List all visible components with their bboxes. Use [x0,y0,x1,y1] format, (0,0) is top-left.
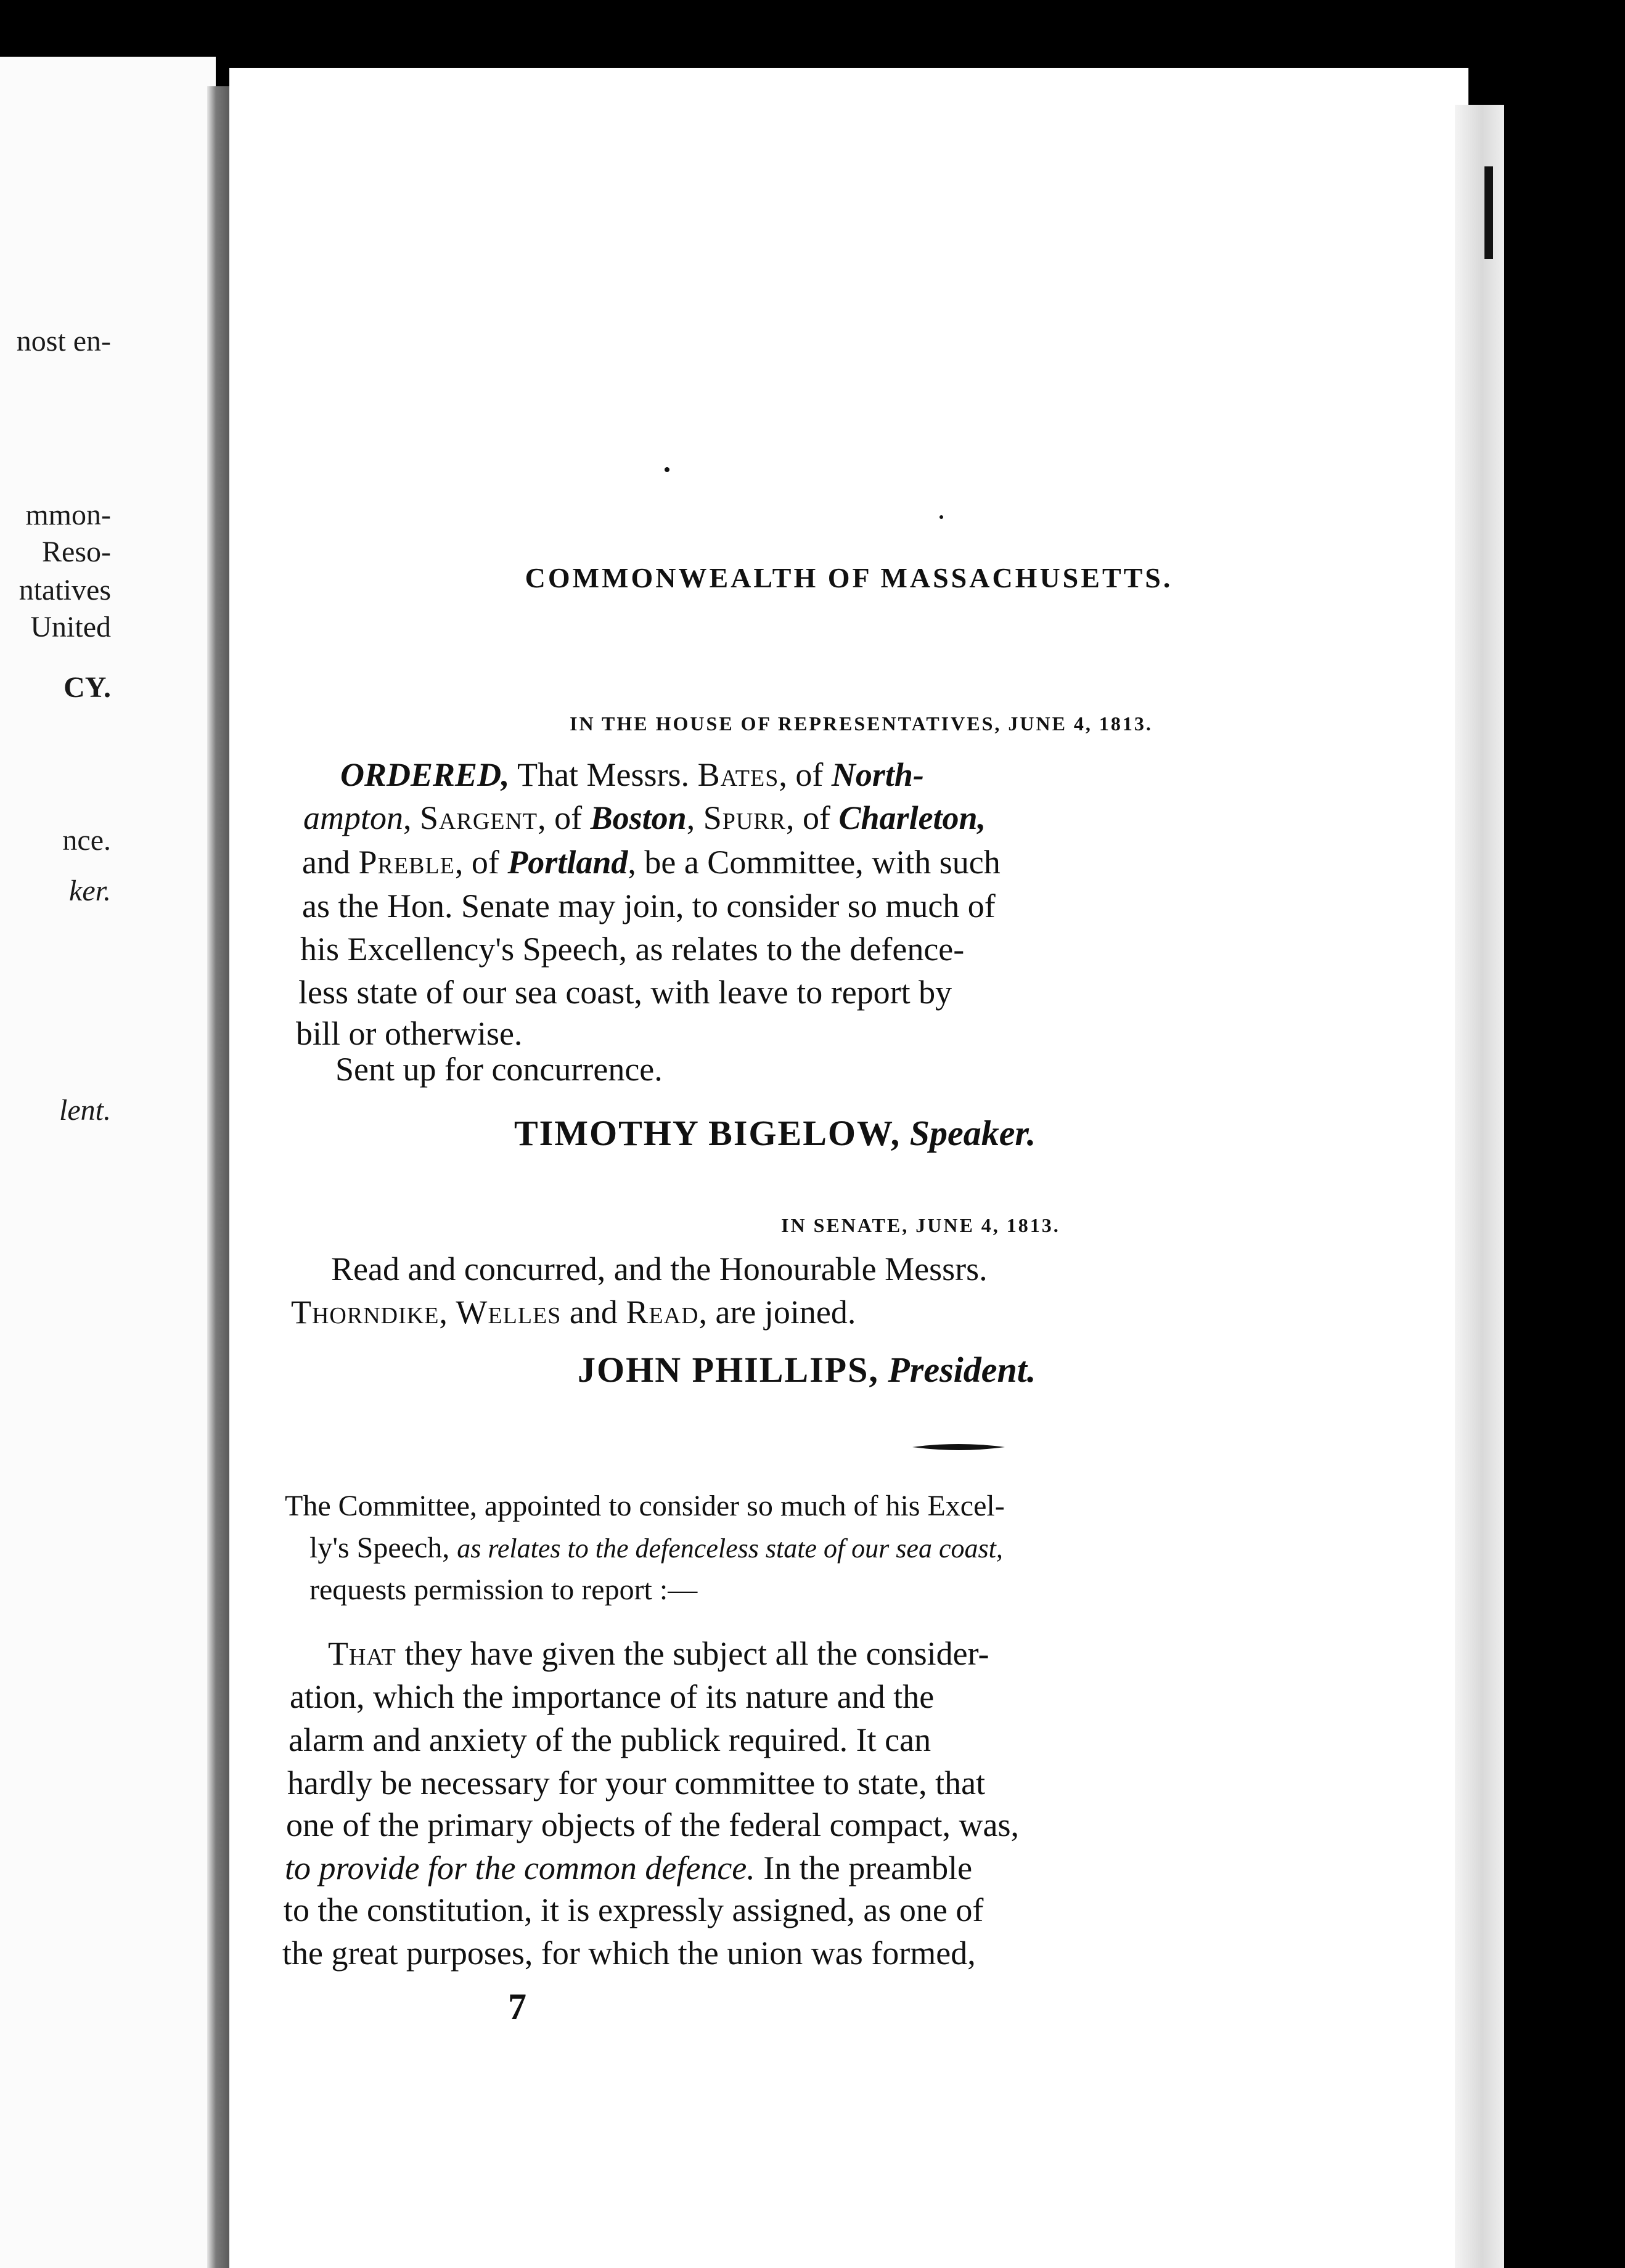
report-line: to the constitution, it is expressly assigned, as one of [284,1891,984,1928]
page-edge [1455,105,1504,2268]
left-fragment: ker. [69,875,111,907]
section-divider [912,1442,1005,1452]
page-edge-mark [1484,166,1493,259]
committee-line: ly's Speech, as relates to the defenceless state of our sea coast, [309,1532,1003,1564]
senate-dateline: IN SENATE, JUNE 4, 1813. [781,1214,1060,1236]
report-line: alarm and anxiety of the publick required. It can [289,1721,931,1758]
report-line: hardly be necessary for your committee to state, that [287,1764,986,1801]
left-fragment: nce. [62,824,111,857]
report-line: That they have given the subject all the consider- [328,1635,989,1672]
sent-up-note: Sent up for concurrence. [335,1051,663,1088]
left-fragment: Reso- [42,536,111,568]
left-fragment: nost en- [16,325,111,357]
left-fragment: CY. [63,671,111,704]
senate-line: Read and concurred, and the Honourable Messrs. [331,1250,988,1287]
committee-line: The Committee, appointed to consider so much of his Excel- [285,1490,1005,1522]
order-line: less state of our sea coast, with leave to report by [298,974,952,1011]
order-line: ORDERED, That Messrs. Bates, of North- [340,756,924,793]
report-line: to provide for the common defence. In the preamble [285,1850,973,1887]
document-page [229,68,1468,2268]
senate-line: Thorndike, Welles and Read, are joined. [291,1294,856,1331]
order-line: his Excellency's Speech, as relates to the defence- [300,931,965,968]
order-line: bill or otherwise. [296,1015,523,1052]
order-line: ampton, Sargent, of Boston, Spurr, of Charleton, [303,799,986,836]
report-line: the great purposes, for which the union was formed, [282,1935,976,1972]
house-dateline: IN THE HOUSE OF REPRESENTATIVES, JUNE 4, 1813. [570,712,1153,735]
speaker-signature: TIMOTHY BIGELOW, Speaker. [514,1113,1036,1153]
order-line: as the Hon. Senate may join, to consider so much of [302,887,996,924]
scan-speck [665,467,669,472]
order-line: and Preble, of Portland, be a Committee, with such [302,844,1001,881]
page-heading: COMMONWEALTH OF MASSACHUSETTS. [525,562,1173,594]
left-fragment: ntatives [18,574,111,606]
committee-line: requests permission to report :— [309,1573,698,1606]
president-signature: JOHN PHILLIPS, President. [578,1350,1036,1390]
facing-page [0,57,216,2268]
left-fragment: lent. [59,1094,111,1127]
left-fragment: United [30,611,111,643]
page-gutter [207,86,229,2268]
report-line: ation, which the importance of its nature and the [290,1678,935,1715]
left-fragment: mmon- [25,499,111,531]
scan-speck [939,515,943,519]
report-line: one of the primary objects of the federal compact, was, [286,1806,1020,1843]
signature-mark: 7 [508,1986,526,2027]
